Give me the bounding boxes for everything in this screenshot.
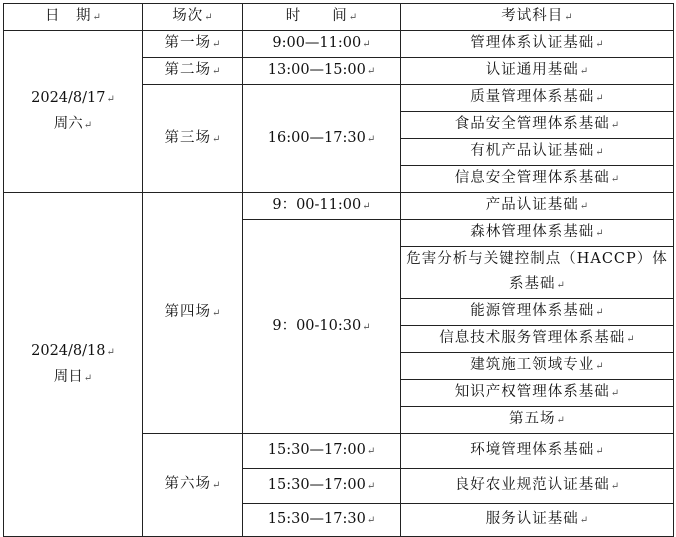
session-6-subject: 良好农业规范认证基础↵: [401, 469, 674, 504]
session-4-subject: 知识产权管理体系基础↵: [401, 380, 674, 407]
session-6-time: 15:30—17:00↵: [243, 469, 401, 504]
table-row: [4, 31, 674, 58]
session-1-subject: 管理体系认证基础↵: [401, 31, 674, 58]
session-2-subject: 认证通用基础↵: [401, 58, 674, 85]
session-4-subject: 信息技术服务管理体系基础↵: [401, 326, 674, 353]
session-6-time: 15:30—17:00↵: [243, 434, 401, 469]
session-6-subject: 环境管理体系基础↵: [401, 434, 674, 469]
session-3: 第三场↵: [143, 85, 243, 193]
day1-date-cell: 2024/8/17↵ 周六↵: [4, 31, 143, 193]
session-4-subject: 建筑施工领域专业↵: [401, 353, 674, 380]
session-3-subject: 质量管理体系基础↵: [401, 85, 674, 112]
session-3-subject: 食品安全管理体系基础↵: [401, 112, 674, 139]
header-session: 场次↵: [143, 4, 243, 31]
session-1-time: 9:00—11:00↵: [243, 31, 401, 58]
session-6-time: 15:30—17:30↵: [243, 504, 401, 537]
session-4-subject: 森林管理体系基础↵: [401, 220, 674, 247]
session-4-subject: 能源管理体系基础↵: [401, 299, 674, 326]
header-row: [4, 4, 674, 31]
header-date: 日 期↵: [4, 4, 143, 31]
session-4: 第四场↵: [143, 193, 243, 434]
header-time: 时 间↵: [243, 4, 401, 31]
session-4-subject: 危害分析与关键控制点（HACCP）体系基础↵: [401, 247, 674, 299]
session-3-subject: 信息安全管理体系基础↵: [401, 166, 674, 193]
session-2: 第二场↵: [143, 58, 243, 85]
session-4-time-a: 9：00-11:00↵: [243, 193, 401, 220]
session-3-time: 16:00—17:30↵: [243, 85, 401, 193]
session-3-subject: 有机产品认证基础↵: [401, 139, 674, 166]
header-subject: 考试科目↵: [401, 4, 674, 31]
session-5: 第五场↵: [401, 407, 674, 434]
session-2-time: 13:00—15:00↵: [243, 58, 401, 85]
session-4-time-b: 9：00-10:30↵: [243, 220, 401, 434]
session-6-subject: 服务认证基础↵: [401, 504, 674, 537]
session-1: 第一场↵: [143, 31, 243, 58]
table-row: [4, 193, 674, 220]
exam-schedule-table: [3, 3, 674, 537]
session-6: 第六场↵: [143, 434, 243, 537]
session-4-subject: 产品认证基础↵: [401, 193, 674, 220]
day2-date-cell: 2024/8/18↵ 周日↵: [4, 193, 143, 537]
